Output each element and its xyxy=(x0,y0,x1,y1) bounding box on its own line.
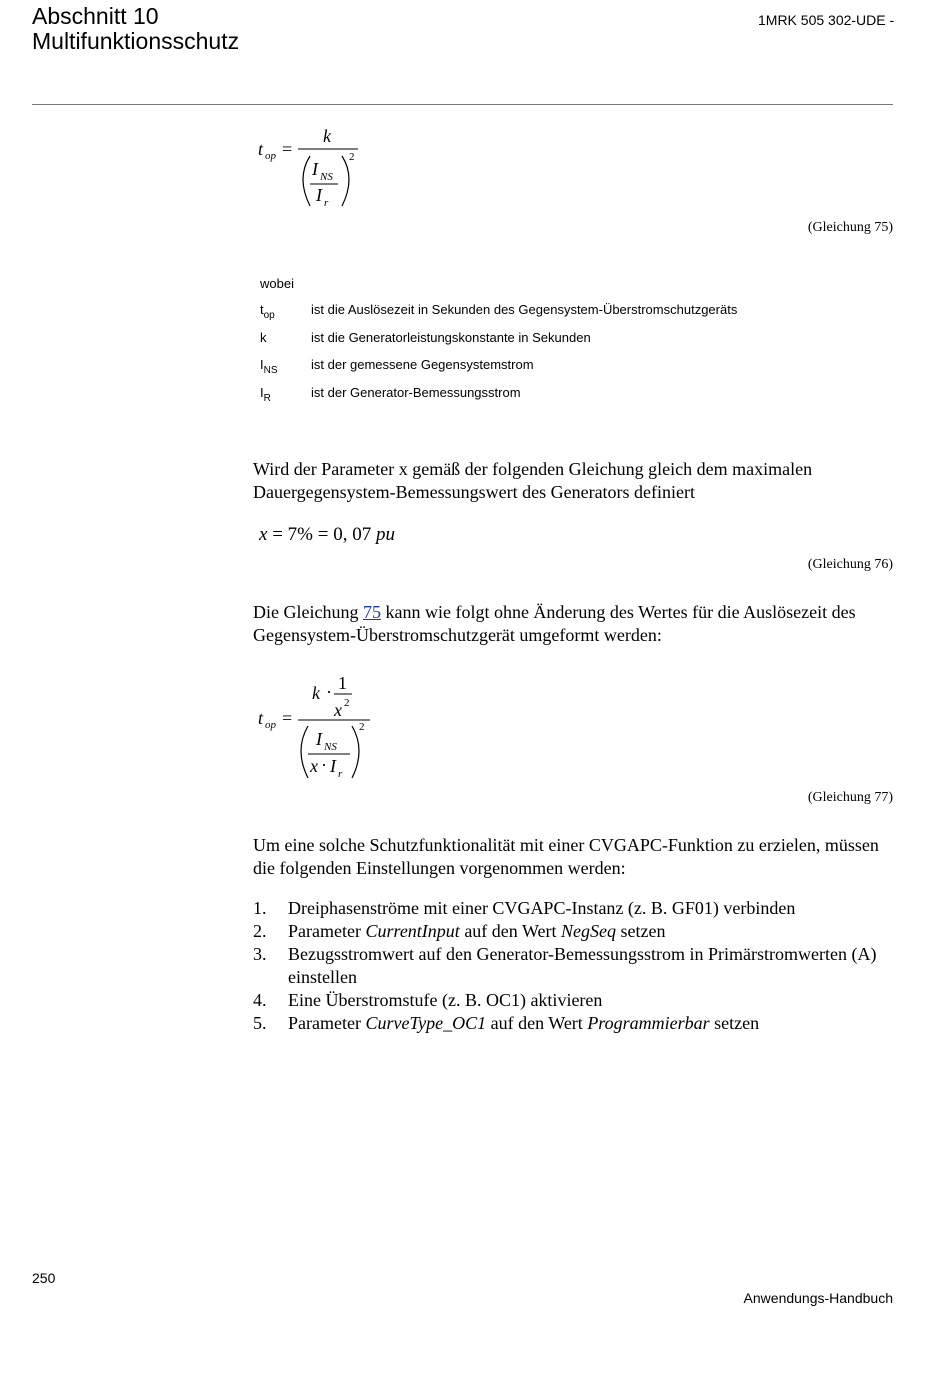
document-id: 1MRK 505 302-UDE - xyxy=(758,12,895,28)
eq75-right-paren xyxy=(342,156,349,206)
list-item: 1. Dreiphasenströme mit einer CVGAPC-Instanz (z. B. GF01) verbinden xyxy=(253,898,796,918)
definition-symbol: $t_{op}$ xyxy=(260,302,275,321)
page-number: 250 xyxy=(32,1270,56,1286)
eq76-value: = 7% = 0, 07 xyxy=(267,524,376,545)
chapter-title: Multifunktionsschutz xyxy=(32,28,240,54)
eq77-x: x xyxy=(310,756,318,776)
definition-row xyxy=(260,357,880,377)
eq77-right-paren xyxy=(352,726,359,778)
eq77-dot: · xyxy=(326,682,332,702)
paragraph-2-text-b: kann wie folgt ohne Änderung des Wertes für die Auslösezeit des Gegensystem-Überstromschutzgerät umgeformt werden: xyxy=(253,602,856,645)
definition-text: ist der Generator-Bemessungsstrom xyxy=(311,385,521,400)
eq77-t-sub: op xyxy=(265,719,276,731)
list-item: 5. Parameter CurveType_OC1 auf den Wert Programmierbar setzen xyxy=(253,1013,760,1033)
eq75-ins-sub: NS xyxy=(320,171,333,183)
definition-row xyxy=(260,385,880,405)
definition-text: ist die Generatorleistungskonstante in Sekunden xyxy=(311,330,591,345)
eq77-x-denominator: x xyxy=(334,700,342,720)
eq75-k: k xyxy=(323,126,331,146)
equation-76 xyxy=(259,524,395,546)
equation-75-label: (Gleichung 75) xyxy=(807,220,893,235)
equation-77-label: (Gleichung 77) xyxy=(807,790,893,805)
definitions-intro: wobei xyxy=(260,276,294,291)
eq75-ir: I xyxy=(316,185,322,205)
eq77-ir: I xyxy=(330,756,336,776)
page-header-title xyxy=(32,4,239,54)
eq77-equals: = xyxy=(282,708,293,728)
definition-text: ist die Auslösezeit in Sekunden des Gegensystem-Überstromschutzgeräts xyxy=(311,302,738,317)
eq75-ins: I xyxy=(312,159,318,179)
eq77-exponent: 2 xyxy=(359,721,365,733)
eq75-t: t xyxy=(258,139,264,159)
paragraph-2-text-a: Die Gleichung xyxy=(253,602,363,622)
value-negseq: NegSeq xyxy=(561,921,616,941)
list-item: 2. Parameter CurrentInput auf den Wert NegSeq setzen xyxy=(253,921,666,941)
value-programmierbar: Programmierbar xyxy=(587,1013,710,1033)
eq77-ins-sub: NS xyxy=(324,741,337,753)
eq77-ir-sub: r xyxy=(338,768,343,780)
param-current-input: CurrentInput xyxy=(365,921,460,941)
list-item: 4. Eine Überstromstufe (z. B. OC1) aktivieren xyxy=(253,990,603,1010)
list-item: 3. Bezugsstromwert auf den Generator-Bemessungsstrom in Primärstromwerten (A) einstellen xyxy=(253,944,877,987)
eq77-dot-2: · xyxy=(321,755,327,775)
settings-steps-list xyxy=(253,897,898,1035)
eq77-ins: I xyxy=(316,729,322,749)
paragraph-3: Um eine solche Schutzfunktionalität mit einer CVGAPC-Funktion zu erzielen, müssen die folgenden Einstellungen vorgenommen werden: xyxy=(253,835,879,878)
eq76-x: x xyxy=(259,524,268,545)
eq76-pu: pu xyxy=(375,524,395,545)
definition-row xyxy=(260,302,880,322)
eq77-t: t xyxy=(258,708,264,728)
definition-symbol: $I_{NS}$ xyxy=(260,357,278,376)
eq75-ir-sub: r xyxy=(324,197,329,209)
eq77-x-exponent: 2 xyxy=(344,697,350,709)
definition-text: ist der gemessene Gegensystemstrom xyxy=(311,357,534,372)
eq75-equals: = xyxy=(282,139,293,159)
equation-76-label: (Gleichung 76) xyxy=(807,557,893,572)
eq75-left-paren xyxy=(303,156,310,206)
book-title: Anwendungs-Handbuch xyxy=(743,1290,893,1306)
equation-77 xyxy=(250,668,390,786)
eq75-t-sub: op xyxy=(265,150,276,162)
equation-75-link[interactable]: 75 xyxy=(362,602,381,622)
definition-symbol: $I_R$ xyxy=(260,385,271,404)
section-title: Abschnitt 10 xyxy=(32,3,159,29)
param-curve-type: CurveType_OC1 xyxy=(365,1013,487,1033)
eq77-left-paren xyxy=(301,726,308,778)
eq77-one: 1 xyxy=(338,673,347,693)
definition-symbol: k xyxy=(260,330,267,345)
paragraph-1: Wird der Parameter x gemäß der folgenden Gleichung gleich dem maximalen Dauergegensystem-Bemessungswert des Generators definiert xyxy=(253,459,813,502)
eq75-exponent: 2 xyxy=(349,151,355,163)
definition-row xyxy=(260,330,880,350)
header-divider xyxy=(32,104,893,105)
paragraph-2 xyxy=(253,601,898,647)
eq77-k: k xyxy=(312,683,320,703)
equation-75 xyxy=(250,118,380,218)
